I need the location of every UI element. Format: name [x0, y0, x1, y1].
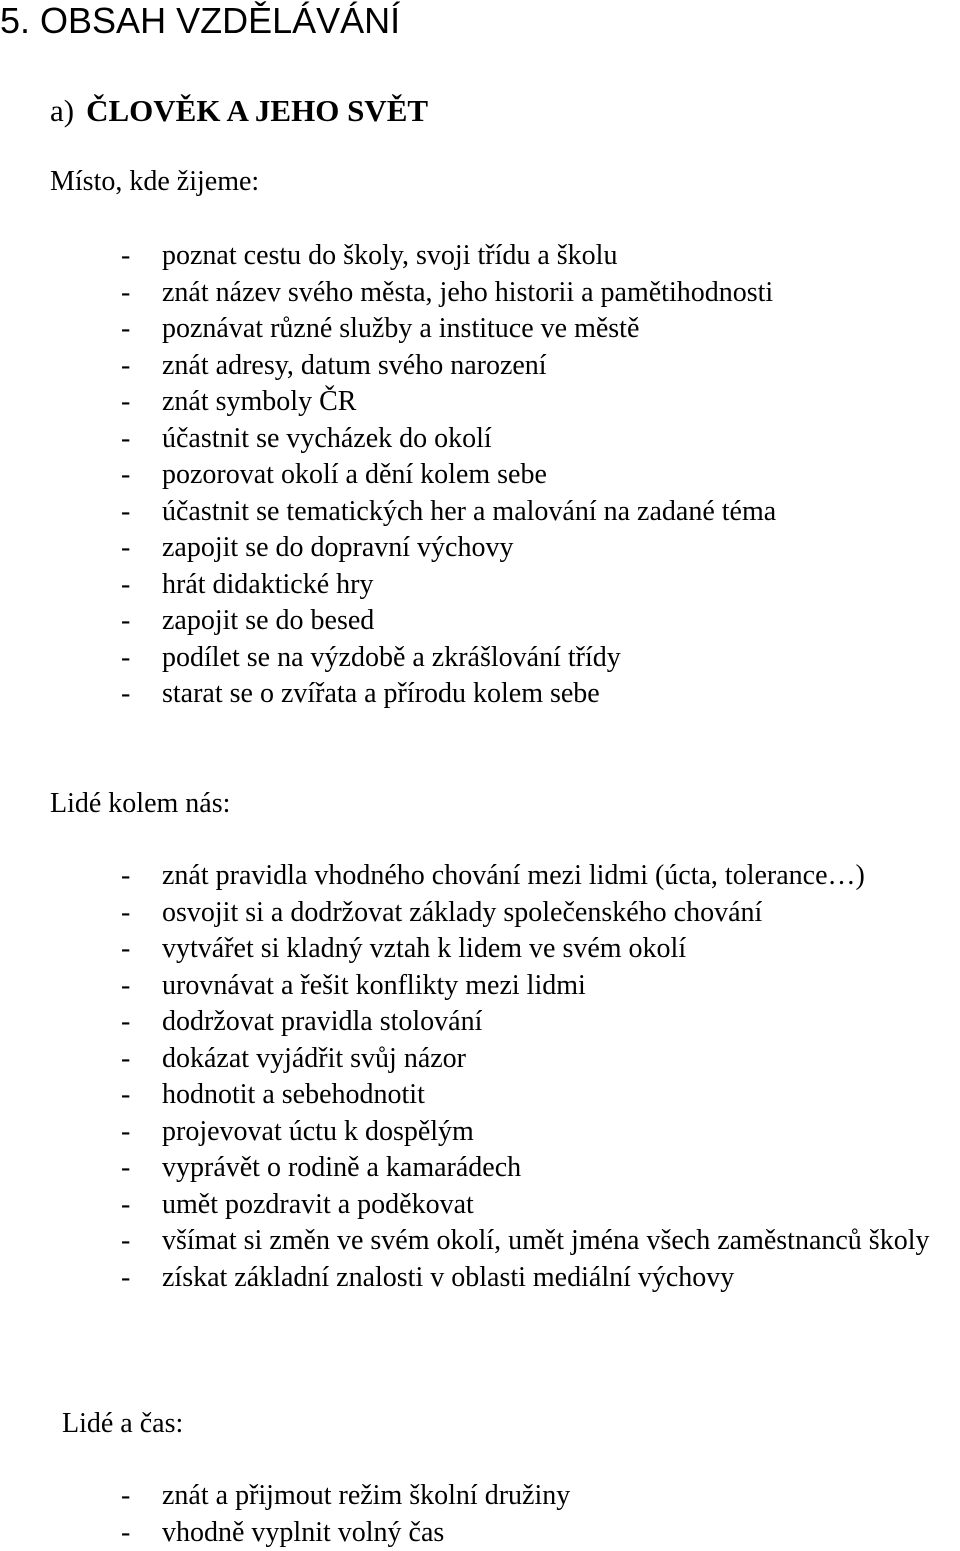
list-item-text: osvojit si a dodržovat základy společenského chování [162, 896, 763, 928]
list-item-text: poznávat různé služby a instituce ve městě [162, 313, 640, 344]
bullet-dash: - [121, 349, 131, 381]
bullet-dash: - [121, 1079, 131, 1110]
list-item [120, 1077, 960, 1114]
list-item [120, 640, 960, 677]
list-item-text: znát adresy, datum svého narození [162, 349, 547, 381]
bullet-dash: - [121, 422, 131, 454]
list-item [120, 676, 960, 713]
list-item-text: starat se o zvířata a přírodu kolem sebe [162, 678, 600, 709]
list-item [120, 1515, 960, 1551]
list-item-text: účastnit se tematických her a malování na zadané téma [162, 495, 777, 527]
list-item-text: podílet se na výzdobě a zkrášlování třídy [162, 641, 621, 673]
list-item-text: znát název svého města, jeho historii a pamětihodnosti [162, 276, 774, 308]
list-item-text: účastnit se vycházek do okolí [162, 422, 492, 454]
bullet-dash: - [121, 1152, 131, 1183]
bullet-dash: - [121, 896, 131, 928]
bullet-dash: - [121, 1115, 131, 1147]
list-item [120, 895, 960, 932]
list-item [120, 311, 960, 348]
bullet-dash: - [121, 1516, 131, 1548]
bullet-dash: - [121, 1042, 131, 1074]
bullet-dash: - [121, 532, 131, 563]
list-item-text: dokázat vyjádřit svůj názor [162, 1042, 467, 1074]
list-item-text: všímat si změn ve svém okolí, umět jména všech zaměstnanců školy [162, 1225, 930, 1256]
chapter-title: ČLOVĚK A JEHO SVĚT [86, 93, 429, 128]
bullet-dash: - [121, 313, 131, 344]
list-item [120, 1041, 960, 1078]
list-item-text: poznat cestu do školy, svoji třídu a školu [162, 240, 618, 271]
list-item [120, 421, 960, 458]
list-item [120, 858, 960, 895]
bullet-dash: - [121, 276, 131, 308]
bullet-dash: - [121, 1225, 131, 1256]
bullet-dash: - [121, 386, 131, 417]
list-item [120, 275, 960, 312]
bullet-dash: - [121, 860, 131, 891]
list-item-text: dodržovat pravidla stolování [162, 1006, 483, 1037]
bullet-dash: - [121, 1188, 131, 1220]
bullet-dash: - [121, 933, 131, 964]
list-item-text: získat základní znalosti v oblasti mediální výchovy [162, 1261, 735, 1293]
list-item [120, 1223, 960, 1260]
section-title-lide-kolem: Lidé kolem nás: [50, 788, 231, 819]
list-item-text: vytvářet si kladný vztah k lidem ve svém okolí [162, 933, 687, 964]
list-item-text: zapojit se do dopravní výchovy [162, 532, 514, 563]
bullet-dash: - [121, 1261, 131, 1293]
list-item [120, 1260, 960, 1297]
list-item-text: umět pozdravit a poděkovat [162, 1188, 474, 1220]
chapter-heading [50, 88, 428, 134]
section-title-misto: Místo, kde žijeme: [50, 166, 260, 197]
bullet-dash: - [121, 969, 131, 1001]
list-misto [120, 238, 960, 713]
list-item-text: vhodně vyplnit volný čas [162, 1516, 445, 1548]
list-item-text: hodnotit a sebehodnotit [162, 1079, 425, 1110]
list-item [120, 567, 960, 604]
list-item [120, 1114, 960, 1151]
bullet-dash: - [121, 568, 131, 600]
list-item [120, 1150, 960, 1187]
list-lide-kolem [120, 858, 960, 1296]
list-item [120, 931, 960, 968]
list-item-text: znát symboly ČR [162, 386, 357, 417]
bullet-dash: - [121, 641, 131, 673]
bullet-dash: - [121, 1480, 131, 1511]
list-item [120, 603, 960, 640]
bullet-dash: - [121, 459, 131, 490]
list-item-text: zapojit se do besed [162, 605, 375, 636]
list-item [120, 1478, 960, 1515]
list-item [120, 384, 960, 421]
list-item-text: pozorovat okolí a dění kolem sebe [162, 459, 547, 490]
list-item [120, 1187, 960, 1224]
list-item-text: vyprávět o rodině a kamarádech [162, 1152, 522, 1183]
list-item-text: hrát didaktické hry [162, 568, 374, 600]
list-item-text: znát a přijmout režim školní družiny [162, 1480, 571, 1511]
bullet-dash: - [121, 495, 131, 527]
list-item [120, 348, 960, 385]
list-item-text: znát pravidla vhodného chování mezi lidmi (úcta, tolerance…) [162, 860, 865, 891]
list-item-text: projevovat úctu k dospělým [162, 1115, 474, 1147]
chapter-letter: a) [50, 93, 75, 128]
list-item [120, 238, 960, 275]
page-heading: 5. OBSAH VZDĚLÁVÁNÍ [0, 0, 401, 41]
list-item [120, 494, 960, 531]
list-lide-cas [120, 1478, 960, 1551]
section-title-lide-cas: Lidé a čas: [62, 1408, 184, 1439]
bullet-dash: - [121, 605, 131, 636]
list-item-text: urovnávat a řešit konflikty mezi lidmi [162, 969, 586, 1001]
list-item [120, 530, 960, 567]
bullet-dash: - [121, 240, 131, 271]
bullet-dash: - [121, 678, 131, 709]
bullet-dash: - [121, 1006, 131, 1037]
list-item [120, 1004, 960, 1041]
list-item [120, 457, 960, 494]
list-item [120, 968, 960, 1005]
